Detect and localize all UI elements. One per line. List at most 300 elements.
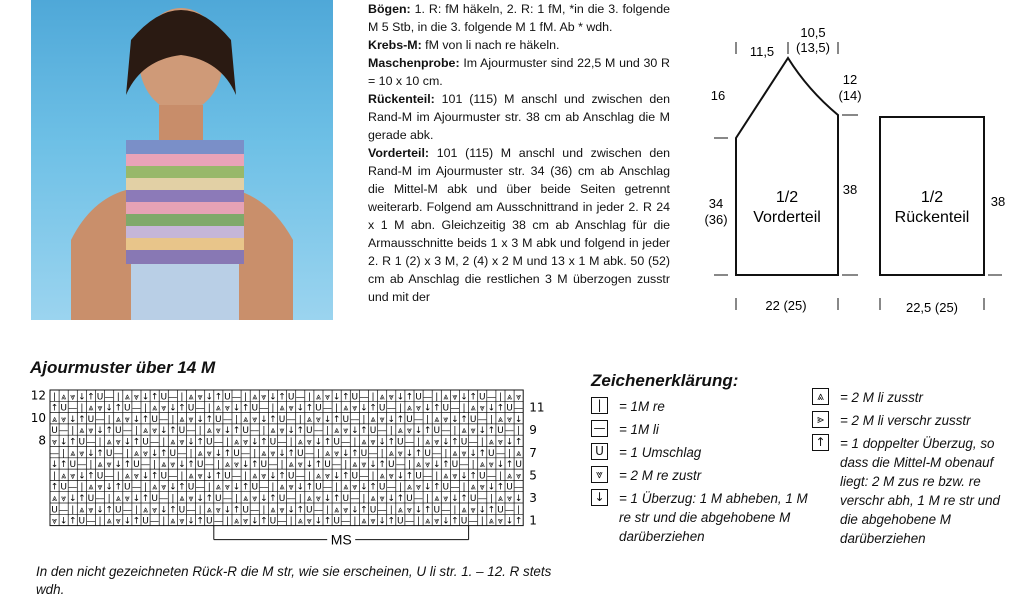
- chart-cell: ↓: [460, 471, 468, 482]
- chart-cell: U: [151, 494, 158, 504]
- chart-cell: ↑: [87, 392, 95, 403]
- chart-cell: ↓: [50, 460, 59, 471]
- chart-cell: ↓: [96, 505, 104, 516]
- chart-cell: ⩔: [416, 482, 422, 493]
- legend-item: | = 1M re: [591, 397, 811, 416]
- legend-item: U = 1 Umschlag: [591, 443, 811, 462]
- chart-cell: ⩓: [179, 414, 185, 425]
- chart-cell: ⩔: [507, 494, 513, 504]
- chart-cell: ↓: [150, 448, 159, 459]
- chart-cell: —: [323, 482, 333, 493]
- chart-cell: —: [268, 460, 278, 471]
- chart-cell: U: [124, 482, 131, 493]
- chart-cell: ⩓: [306, 414, 312, 425]
- chart-cell: ↓: [305, 460, 314, 471]
- chart-cell: ↓: [105, 403, 113, 414]
- chart-cell: U: [169, 448, 177, 459]
- chart-cell: ⩔: [479, 482, 485, 493]
- chart-cell: ⩓: [106, 437, 112, 448]
- chart-cell: ↑: [205, 414, 214, 425]
- chart-cell: ↓: [296, 403, 305, 414]
- chart-cell: ⩔: [224, 403, 230, 414]
- chart-cell: ↓: [323, 494, 332, 504]
- chart-cell: ⩓: [343, 403, 349, 414]
- chart-cell: —: [377, 426, 387, 437]
- dim-front-bottom: 22 (25): [765, 298, 807, 313]
- chart-cell: ⩓: [479, 460, 485, 471]
- chart-cell: ↓: [423, 403, 432, 414]
- chart-cell: U: [51, 426, 58, 437]
- chart-cell: ⩔: [325, 471, 331, 482]
- chart-cell: ⩔: [97, 482, 103, 493]
- chart-cell: ⩓: [306, 494, 312, 504]
- chart-cell: U: [105, 448, 113, 459]
- row-number-right: 7: [529, 445, 537, 460]
- chart-cell: —: [341, 437, 351, 448]
- chart-cell: U: [96, 392, 104, 403]
- chart-cell: ↑: [451, 516, 459, 527]
- chart-cell: —: [186, 426, 196, 437]
- chart-cell: —: [514, 482, 524, 493]
- chart-cell: ↓: [514, 414, 523, 425]
- chart-cell: ↑: [196, 516, 204, 527]
- chart-cell: —: [505, 426, 515, 437]
- chart-cell: U: [497, 426, 504, 437]
- chart-cell: |: [298, 414, 302, 425]
- dim-top-b: (13,5): [796, 40, 830, 55]
- chart-cell: ↑: [323, 437, 332, 448]
- chart-cell: ↑: [387, 437, 396, 448]
- chart-cell: ⩔: [270, 448, 276, 459]
- chart-cell: ↑: [442, 460, 450, 471]
- chart-cell: ↓: [159, 505, 168, 516]
- chart-cell: U: [387, 460, 395, 471]
- chart-cell: ↓: [505, 437, 514, 448]
- dim-left-top: 11,5: [749, 44, 775, 59]
- chart-cell: |: [462, 403, 466, 414]
- chart-cell: |: [253, 448, 257, 459]
- chart-cell: ↑: [96, 448, 104, 459]
- p2tog-icon: ⩓: [812, 388, 829, 405]
- chart-cell: —: [404, 437, 414, 448]
- chart-cell: ⩓: [161, 460, 167, 471]
- chart-cell: ↑: [205, 494, 214, 504]
- chart-cell: ⩔: [279, 505, 285, 516]
- chart-cell: ⩓: [270, 505, 276, 516]
- chart-cell: ⩔: [352, 403, 358, 414]
- row-number-left: 10: [30, 410, 46, 425]
- legend-left: [591, 397, 811, 550]
- chart-cell: U: [78, 516, 86, 527]
- chart-cell: |: [307, 392, 311, 403]
- dim-top-a: 10,5: [800, 25, 826, 40]
- chart-cell: ⩔: [197, 471, 203, 482]
- chart-cell: ↑: [460, 414, 468, 425]
- chart-cell: ↑: [487, 505, 496, 516]
- chart-cell: ⩓: [361, 437, 367, 448]
- chart-cell: ↑: [287, 448, 295, 459]
- chart-cell: ⩔: [315, 414, 321, 425]
- back-label-1: 1/2: [920, 189, 944, 206]
- chart-cell: ↑: [114, 482, 123, 493]
- chart-cell: ↑: [269, 494, 277, 504]
- chart-cell: U: [406, 414, 413, 425]
- chart-cell: ↑: [396, 494, 405, 504]
- chart-cell: ↑: [214, 471, 223, 482]
- chart-cell: ⩓: [206, 505, 212, 516]
- chart-cell: |: [134, 505, 138, 516]
- chart-cell: U: [333, 437, 340, 448]
- chart-cell: |: [508, 448, 512, 459]
- legend-item: ↓ = 1 Überzug: 1 M abheben, 1 M re str und die abgehobene M darüberziehen: [591, 489, 811, 546]
- chart-cell: U: [506, 482, 513, 493]
- chart-cell: |: [125, 448, 129, 459]
- chart-cell: —: [359, 471, 369, 482]
- chart-cell: ↑: [214, 392, 223, 403]
- chart-cell: ↑: [260, 437, 268, 448]
- chart-cell: ↑: [132, 516, 141, 527]
- chart-cell: ⩔: [188, 414, 194, 425]
- chart-cell: —: [177, 448, 187, 459]
- chart-cell: |: [262, 426, 266, 437]
- chart-cell: |: [235, 414, 239, 425]
- chart-cell: ⩓: [88, 403, 94, 414]
- chart-cell: ⩔: [115, 437, 121, 448]
- chart-cell: ↑: [496, 482, 505, 493]
- chart-cell: —: [59, 505, 69, 516]
- chart-cell: —: [432, 448, 442, 459]
- chart-cell: U: [278, 494, 286, 504]
- chart-cell: ⩓: [452, 448, 458, 459]
- chart-cell: ↑: [305, 482, 314, 493]
- chart-cell: —: [423, 471, 433, 482]
- chart-cell: ↑: [360, 505, 368, 516]
- chart-cell: ↓: [123, 437, 132, 448]
- chart-cell: U: [114, 505, 122, 516]
- chart-cell: ↑: [250, 460, 259, 471]
- chart-cell: U: [306, 505, 313, 516]
- chart-cell: ⩔: [61, 494, 67, 504]
- chart-cell: ↓: [96, 426, 104, 437]
- chart-cell: ⩔: [497, 437, 503, 448]
- chart-cell: |: [417, 516, 421, 527]
- chart-cell: ↑: [196, 437, 204, 448]
- chart-cell: |: [144, 482, 148, 493]
- chart-cell: —: [495, 448, 505, 459]
- chart-cell: ⩓: [343, 482, 349, 493]
- instructions-text: [368, 0, 670, 306]
- chart-cell: ⩓: [279, 482, 285, 493]
- chart-cell: —: [450, 482, 460, 493]
- chart-cell: ↑: [187, 460, 195, 471]
- chart-cell: ⩔: [124, 494, 130, 504]
- chart-cell: |: [107, 414, 111, 425]
- chart-cell: ↓: [178, 460, 186, 471]
- chart-cell: U: [351, 392, 359, 403]
- instr-krebs: Krebs-M: fM von li nach re häkeln.: [368, 38, 560, 52]
- chart-cell: —: [423, 392, 433, 403]
- chart-cell: —: [377, 505, 387, 516]
- chart-cell: |: [517, 505, 521, 516]
- chart-cell: U: [296, 448, 304, 459]
- chart-cell: U: [96, 471, 104, 482]
- chart-cell: ⩔: [343, 505, 349, 516]
- chart-cell: ↑: [369, 403, 377, 414]
- chart-cell: ↓: [223, 505, 232, 516]
- chart-cell: ⩓: [297, 437, 303, 448]
- chart-cell: ⩔: [507, 414, 513, 425]
- chart-cell: ⩔: [443, 414, 449, 425]
- chart-cell: |: [289, 516, 293, 527]
- chart-cell: ↑: [423, 505, 432, 516]
- chart-cell: ⩔: [434, 437, 440, 448]
- chart-cell: ↑: [432, 403, 441, 414]
- chart-cell: ⩔: [252, 414, 258, 425]
- chart-cell: —: [332, 460, 342, 471]
- chart-cell: U: [87, 414, 95, 425]
- chart-cell: ↑: [332, 414, 341, 425]
- chart-cell: ↑: [360, 426, 368, 437]
- chart-cell: —: [477, 494, 487, 504]
- chart-cell: ⩓: [461, 505, 467, 516]
- chart-cell: ↓: [214, 448, 223, 459]
- chart-cell: U: [178, 426, 186, 437]
- chart-cell: U: [378, 403, 386, 414]
- chart-cell: —: [295, 471, 305, 482]
- chart-cell: |: [498, 392, 502, 403]
- chart-cell: ⩓: [252, 471, 258, 482]
- knit-right-icon: |: [591, 397, 608, 414]
- chart-cell: |: [244, 471, 248, 482]
- chart-cell: ↓: [196, 494, 204, 504]
- chart-cell: —: [222, 414, 232, 425]
- chart-cell: —: [131, 403, 141, 414]
- chart-cell: U: [260, 460, 268, 471]
- chart-cell: —: [359, 392, 369, 403]
- instr-rueckenteil: Rückenteil: 101 (115) M anschl und zwischen den Rand-M im Ajourmuster str. 38 cm ab Anschlag die M gerade abk.: [368, 92, 670, 142]
- chart-cell: ↑: [105, 426, 113, 437]
- chart-cell: —: [168, 392, 178, 403]
- chart-cell: —: [241, 448, 251, 459]
- chart-cell: U: [205, 516, 213, 527]
- chart-cell: U: [397, 516, 404, 527]
- chart-cell: —: [350, 494, 360, 504]
- chart-cell: ⩓: [143, 505, 149, 516]
- chart-cell: ↓: [378, 516, 386, 527]
- chart-cell: —: [459, 460, 469, 471]
- chart-cell: |: [453, 426, 457, 437]
- chart-cell: ⩔: [343, 426, 349, 437]
- chart-cell: ⩓: [143, 426, 149, 437]
- chart-cell: ↓: [132, 414, 141, 425]
- chart-cell: ↑: [305, 403, 314, 414]
- chart-cell: ⩓: [461, 426, 467, 437]
- chart-cell: ↑: [123, 460, 132, 471]
- chart-cell: ⩓: [270, 426, 276, 437]
- chart-cell: U: [151, 414, 158, 425]
- chart-cell: |: [144, 403, 148, 414]
- chart-cell: ⩔: [124, 414, 130, 425]
- chart-cell: ⩔: [52, 516, 58, 527]
- chart-cell: ↓: [469, 448, 477, 459]
- row-number-right: 3: [529, 491, 537, 505]
- chart-cell: ↑: [260, 516, 268, 527]
- chart-cell: ↓: [68, 414, 77, 425]
- chart-cell: |: [453, 505, 457, 516]
- chart-cell: ⩓: [61, 471, 67, 482]
- chart-cell: U: [424, 448, 431, 459]
- chart-cell: ⩓: [234, 516, 240, 527]
- chart-cell: —: [404, 516, 414, 527]
- chart-cell: ⩔: [306, 516, 312, 527]
- chart-cell: —: [50, 448, 60, 459]
- chart-cell: ⩓: [224, 460, 230, 471]
- skp-icon: ↓: [591, 489, 608, 506]
- chart-cell: ↓: [387, 414, 396, 425]
- chart-cell: ⩓: [124, 471, 130, 482]
- chart-cell: ↓: [287, 505, 295, 516]
- chart-cell: U: [324, 460, 331, 471]
- chart-cell: |: [71, 505, 75, 516]
- chart-cell: ↑: [269, 414, 277, 425]
- chart-cell: ⩔: [106, 460, 112, 471]
- chart-cell: U: [142, 516, 149, 527]
- chart-cell: ↑: [341, 471, 350, 482]
- chart-cell: U: [114, 426, 122, 437]
- chart-cell: ↓: [141, 392, 150, 403]
- chart-cell: ⩓: [97, 460, 103, 471]
- chart-cell: U: [251, 403, 259, 414]
- chart-cell: —: [259, 403, 269, 414]
- chart-cell: ⩓: [279, 403, 285, 414]
- knitting-chart: [20, 384, 560, 564]
- chart-cell: ↓: [396, 471, 405, 482]
- chart-cell: ↓: [487, 403, 496, 414]
- chart-cell: ↓: [205, 392, 214, 403]
- garment-schematic: [690, 20, 1027, 320]
- chart-cell: U: [351, 471, 359, 482]
- chart-cell: |: [389, 505, 393, 516]
- chart-cell: ⩔: [188, 494, 194, 504]
- front-piece-outline: [736, 58, 838, 275]
- chart-cell: ↓: [205, 471, 214, 482]
- chart-cell: ↑: [514, 516, 523, 527]
- chart-cell: ⩓: [234, 437, 240, 448]
- chart-cell: U: [315, 482, 322, 493]
- chart-cell: ⩓: [106, 516, 112, 527]
- dim-front-right: 38: [842, 182, 858, 197]
- chart-cell: |: [298, 494, 302, 504]
- chart-cell: ⩔: [334, 448, 340, 459]
- chart-cell: |: [335, 482, 339, 493]
- chart-cell: |: [171, 494, 175, 504]
- chart-cell: U: [178, 505, 186, 516]
- chart-cell: |: [198, 426, 202, 437]
- chart-cell: ↓: [369, 460, 377, 471]
- chart-cell: ⩔: [425, 460, 431, 471]
- row-number-right: 1: [529, 513, 537, 528]
- chart-cell: ↓: [296, 482, 305, 493]
- chart-cell: ⩓: [215, 403, 221, 414]
- chart-cell: —: [159, 494, 169, 504]
- chart-cell: ↑: [169, 426, 177, 437]
- repeat-label: MS: [330, 531, 352, 548]
- purl-icon: —: [591, 420, 608, 437]
- chart-cell: |: [407, 460, 411, 471]
- chart-cell: ↑: [241, 482, 250, 493]
- chart-cell: |: [271, 482, 275, 493]
- chart-cell: ↓: [59, 516, 68, 527]
- chart-cell: ⩔: [325, 392, 331, 403]
- chart-cell: —: [350, 414, 360, 425]
- chart-cell: U: [369, 426, 377, 437]
- chart-cell: ↓: [478, 426, 487, 437]
- chart-cell: U: [87, 494, 95, 504]
- chart-cell: U: [269, 437, 277, 448]
- chart-cell: ↑: [232, 505, 241, 516]
- chart-cell: ⩔: [406, 505, 412, 516]
- chart-cell: ⩓: [425, 516, 431, 527]
- chart-cell: —: [386, 403, 396, 414]
- chart-cell: ↓: [414, 426, 423, 437]
- chart-cell: |: [216, 460, 220, 471]
- row-number-right: 11: [529, 400, 545, 415]
- chart-cell: ⩔: [443, 494, 449, 504]
- chart-cell: ↑: [50, 403, 59, 414]
- chart-cell: U: [333, 516, 340, 527]
- chart-cell: U: [187, 403, 195, 414]
- chart-cell: ⩓: [497, 494, 503, 504]
- chart-cell: —: [95, 494, 105, 504]
- chart-cell: ↑: [141, 414, 150, 425]
- dim-back-right: 38: [990, 194, 1006, 209]
- chart-cell: ⩔: [133, 392, 139, 403]
- chart-cell: ⩓: [188, 392, 194, 403]
- chart-cell: ↓: [169, 482, 177, 493]
- legend-title: Zeichenerklärung:: [591, 371, 739, 390]
- chart-cell: ⩔: [479, 403, 485, 414]
- chart-cell: ↑: [432, 482, 441, 493]
- chart-cell: ⩓: [206, 426, 212, 437]
- chart-cell: U: [287, 392, 295, 403]
- chart-cell: ↑: [141, 494, 150, 504]
- chart-cell: ↓: [123, 516, 132, 527]
- chart-cell: ⩓: [516, 448, 522, 459]
- chart-cell: U: [469, 414, 477, 425]
- chart-cell: U: [460, 516, 468, 527]
- legend-item: — = 1M li: [591, 420, 811, 439]
- legend-item: ⩔ = 2 M re zustr: [591, 466, 811, 485]
- chart-cell: ↓: [487, 482, 496, 493]
- chart-cell: |: [162, 516, 166, 527]
- chart-cell: |: [444, 448, 448, 459]
- chart-cell: ↓: [414, 505, 423, 516]
- chart-cell: ⩔: [252, 494, 258, 504]
- chart-cell: ↓: [423, 482, 432, 493]
- chart-cell: ⩔: [315, 494, 321, 504]
- chart-cell: ⩓: [507, 392, 513, 403]
- chart-cell: |: [80, 482, 84, 493]
- dim-back-bottom: 22,5 (25): [905, 300, 959, 315]
- chart-cell: ⩓: [334, 505, 340, 516]
- chart-cell: |: [326, 426, 330, 437]
- chart-cell: ↑: [496, 403, 505, 414]
- chart-cell: ⩓: [79, 426, 85, 437]
- chart-cell: ↑: [178, 403, 186, 414]
- chart-cell: ↑: [150, 471, 159, 482]
- chart-cell: ⩔: [152, 505, 158, 516]
- chart-cell: U: [433, 505, 441, 516]
